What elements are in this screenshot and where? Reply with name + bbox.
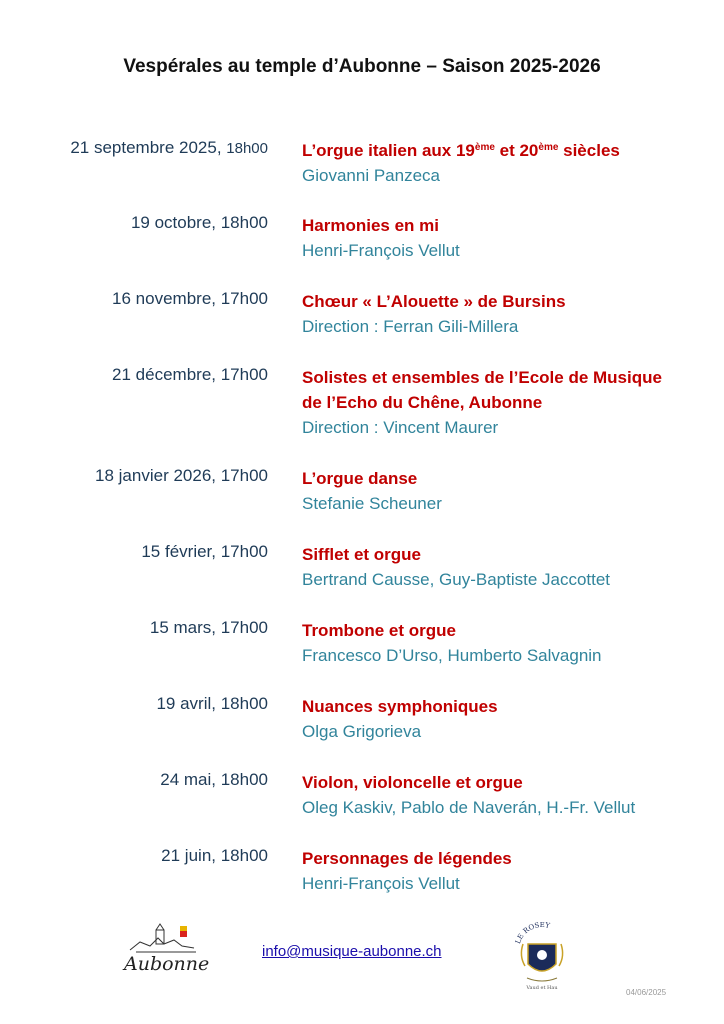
event-performer: Giovanni Panzeca: [302, 166, 440, 185]
event-performer: Oleg Kaskiv, Pablo de Naverán, H.-Fr. Vellut: [302, 798, 636, 817]
event-title: Harmonies en mi: [302, 216, 439, 235]
svg-text:Vaud et Hau: Vaud et Hau: [526, 985, 558, 991]
event-performer: Francesco D’Urso, Humberto Salvagnin: [302, 646, 602, 665]
le-rosey-crest-icon: [513, 922, 571, 994]
event-title: Trombone et orgue: [302, 621, 456, 640]
event-date: 21 septembre 2025, 18h00: [70, 138, 268, 157]
event-title: Chœur « L’Alouette » de Bursins: [302, 292, 566, 311]
event-date: 19 octobre, 18h00: [130, 213, 268, 232]
event-title: Violon, violoncelle et orgue: [302, 773, 523, 792]
event-title: L’orgue italien aux 19ème et 20ème siècles: [302, 141, 620, 160]
event-title: Nuances symphoniques: [302, 697, 498, 716]
event-title-line1: Solistes et ensembles de l’Ecole de Musique: [302, 368, 662, 387]
event-performer: Henri-François Vellut: [302, 874, 460, 893]
event-performer: Direction : Ferran Gili-Millera: [302, 317, 519, 336]
event-title: Personnages de légendes: [302, 849, 512, 868]
event-performer: Henri-François Vellut: [302, 241, 460, 260]
event-date: 24 mai, 18h00: [160, 770, 268, 789]
aubonne-logo-icon: [116, 920, 212, 980]
event-date: 21 décembre, 17h00: [112, 365, 268, 384]
event-performer: Olga Grigorieva: [302, 722, 422, 741]
event-date: 19 avril, 18h00: [156, 694, 268, 713]
event-title: L’orgue danse: [302, 469, 418, 488]
event-date: 15 mars, 17h00: [149, 618, 268, 637]
email-link[interactable]: info@musique-aubonne.ch: [262, 943, 442, 960]
event-date: 21 juin, 18h00: [161, 846, 268, 865]
event-date: 15 février, 17h00: [141, 542, 268, 561]
page-title: Vespérales au temple d’Aubonne – Saison 2025-2026: [123, 56, 601, 77]
event-performer: Bertrand Causse, Guy-Baptiste Jaccottet: [302, 570, 611, 589]
svg-text:LE ROSEY: LE ROSEY: [513, 922, 551, 945]
event-title: Sifflet et orgue: [302, 545, 422, 564]
event-title-line2: de l’Echo du Chêne, Aubonne: [302, 393, 543, 412]
svg-text:Aubonne: Aubonne: [124, 953, 210, 975]
event-date: 18 janvier 2026, 17h00: [95, 466, 268, 485]
event-date: 16 novembre, 17h00: [112, 289, 268, 308]
event-performer: Stefanie Scheuner: [302, 494, 442, 513]
event-performer: Direction : Vincent Maurer: [302, 418, 499, 437]
print-date: 04/06/2025: [626, 988, 667, 997]
